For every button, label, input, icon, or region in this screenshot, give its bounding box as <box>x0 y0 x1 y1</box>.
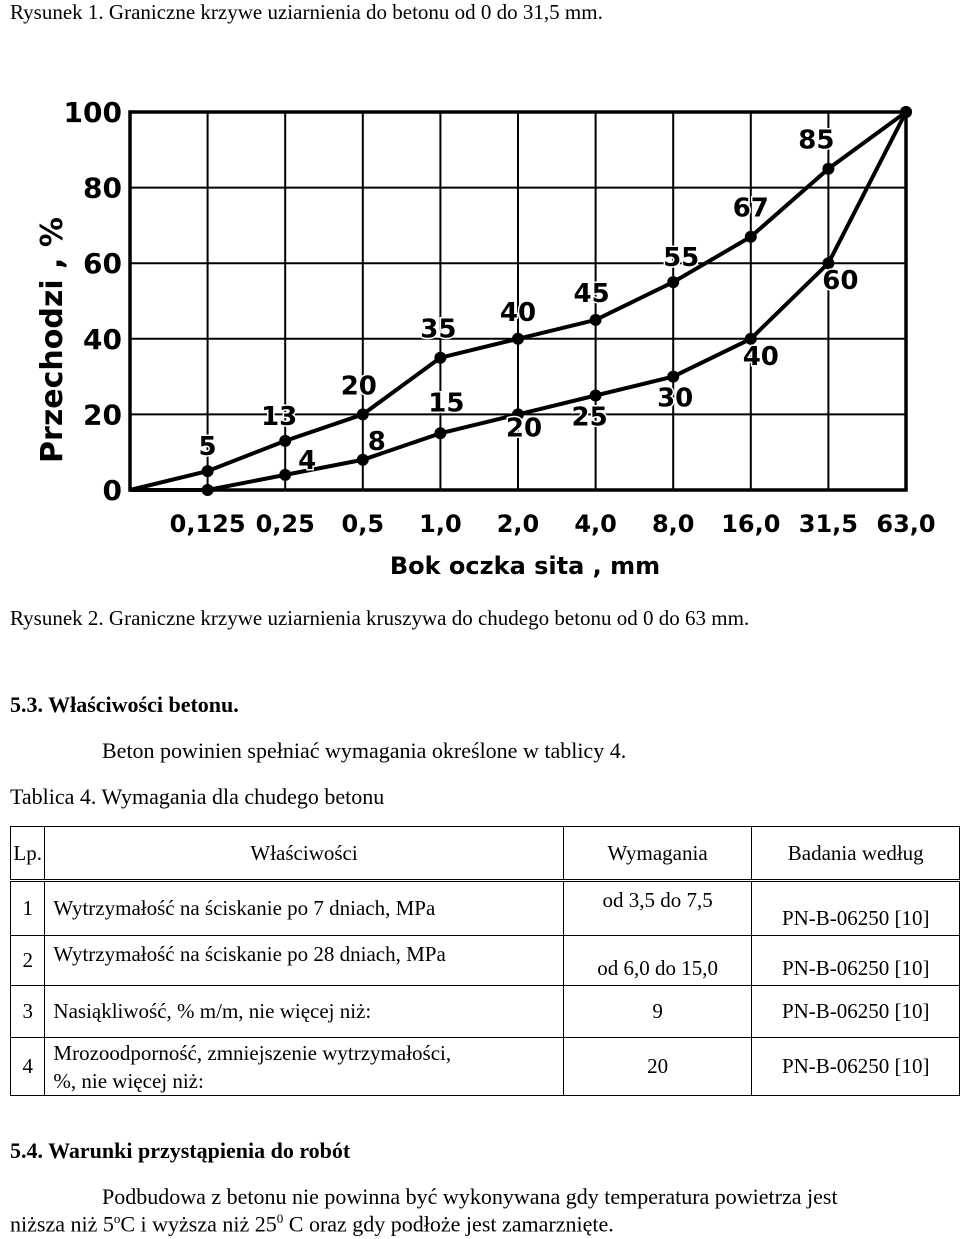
data-label: 8 <box>367 426 386 457</box>
row-requirement: 9 <box>563 986 752 1038</box>
y-tick-label: 40 <box>83 322 122 356</box>
data-point <box>279 469 291 481</box>
para-text: niższa niż 5 <box>10 1211 114 1237</box>
data-label: 13 <box>261 401 298 432</box>
section-53-intro: Beton powinien spełniać wymagania określone w tablicy 4. <box>102 738 627 763</box>
data-label: 20 <box>505 413 543 444</box>
data-label: 40 <box>742 341 779 372</box>
data-point <box>202 484 214 496</box>
table-row <box>11 881 960 936</box>
data-label: 85 <box>798 125 835 156</box>
row-requirement: od 6,0 do 15,0 <box>563 936 752 986</box>
header-properties: Właściwości <box>45 827 563 881</box>
chart-series <box>130 106 912 496</box>
data-point <box>357 408 369 420</box>
row-property-line1: Mrozoodporność, zmniejszenie wytrzymałości, <box>53 1040 452 1065</box>
data-point <box>434 427 446 439</box>
x-tick-label: 0,5 <box>341 510 385 538</box>
table-header-row <box>11 827 960 881</box>
data-label: 55 <box>663 243 700 274</box>
row-standard: PN-B-06250 [10] <box>752 881 960 936</box>
section-53-heading: 5.3. Właściwości betonu. <box>10 692 239 717</box>
data-point <box>512 333 524 345</box>
figure1-caption: Rysunek 1. Graniczne krzywe uziarnienia do betonu od 0 do 31,5 mm. <box>10 0 603 24</box>
y-tick-label: 100 <box>63 96 122 129</box>
x-tick-label: 8,0 <box>651 510 695 538</box>
data-label: 40 <box>499 297 537 328</box>
para-text: C i wyższa niż 25 <box>120 1211 277 1237</box>
x-tick-label: 4,0 <box>574 510 617 538</box>
header-requirements: Wymagania <box>563 827 752 881</box>
x-tick-label: 31,5 <box>798 510 859 538</box>
header-lp: Lp. <box>11 827 45 881</box>
y-tick-label: 80 <box>83 171 122 205</box>
y-tick-label: 60 <box>83 247 122 281</box>
x-tick-label: 16,0 <box>721 510 781 538</box>
x-tick-label: 1,0 <box>419 510 462 538</box>
row-number: 4 <box>11 1038 45 1096</box>
superscript-degree: o <box>113 1211 121 1226</box>
data-label: 45 <box>573 278 610 309</box>
row-number: 1 <box>11 881 45 936</box>
row-number: 2 <box>11 936 45 986</box>
grading-curves-chart <box>0 70 960 600</box>
x-tick-label: 0,125 <box>169 510 246 538</box>
data-label: 20 <box>340 371 377 402</box>
superscript-zero: 0 <box>276 1211 284 1226</box>
data-label: 67 <box>732 193 769 224</box>
data-point <box>667 371 679 383</box>
y-tick-labels <box>64 96 122 507</box>
row-requirement: od 3,5 do 7,5 <box>563 881 752 936</box>
x-tick-label: 2,0 <box>496 510 540 538</box>
data-point <box>590 314 602 326</box>
data-point <box>202 465 214 477</box>
section-54-paragraph-line1: Podbudowa z betonu nie powinna być wykonywana gdy temperatura powietrza jest <box>102 1184 838 1209</box>
data-label: 60 <box>822 266 859 297</box>
data-point <box>900 106 912 118</box>
row-number: 3 <box>11 986 45 1038</box>
x-tick-label: 63,0 <box>876 510 936 538</box>
x-axis-label: Bok oczka sita , mm <box>389 552 661 580</box>
table-row <box>11 936 960 986</box>
data-point <box>590 390 602 402</box>
table-row <box>11 1038 960 1096</box>
row-property <box>45 1038 563 1096</box>
row-property: Wytrzymałość na ściskanie po 7 dniach, MPa <box>45 881 563 936</box>
row-property: Nasiąkliwość, % m/m, nie więcej niż: <box>45 986 563 1038</box>
data-label: 5 <box>198 432 217 463</box>
data-point <box>745 231 757 243</box>
x-tick-label: 0,25 <box>255 510 315 538</box>
para-text: C oraz gdy podłoże jest zamarznięte. <box>283 1211 614 1237</box>
figure2-caption: Rysunek 2. Graniczne krzywe uziarnienia kruszywa do chudego betonu od 0 do 63 mm. <box>10 606 750 630</box>
header-standard: Badania według <box>752 827 960 881</box>
row-standard: PN-B-06250 [10] <box>752 936 960 986</box>
y-tick-label: 0 <box>102 474 122 507</box>
row-requirement: 20 <box>563 1038 752 1096</box>
data-label: 25 <box>571 402 608 433</box>
y-tick-label: 20 <box>83 398 122 432</box>
requirements-table <box>10 826 960 1096</box>
table-caption: Tablica 4. Wymagania dla chudego betonu <box>10 784 385 809</box>
y-axis-label: Przechodzi , % <box>35 217 70 463</box>
data-point <box>279 435 291 447</box>
data-point <box>822 163 834 175</box>
data-label: 15 <box>428 388 465 419</box>
row-property-line2: %, nie więcej niż: <box>53 1068 204 1093</box>
data-point <box>434 352 446 364</box>
section-54-heading: 5.4. Warunki przystąpienia do robót <box>10 1138 351 1163</box>
data-label: 4 <box>298 445 317 476</box>
x-tick-labels <box>170 510 936 538</box>
data-point <box>667 276 679 288</box>
table-row <box>11 986 960 1038</box>
section-54-paragraph-line2 <box>10 1211 614 1237</box>
data-label: 35 <box>420 314 457 345</box>
row-standard: PN-B-06250 [10] <box>752 986 960 1038</box>
data-label: 30 <box>657 383 694 414</box>
row-standard: PN-B-06250 [10] <box>752 1038 960 1096</box>
row-property: Wytrzymałość na ściskanie po 28 dniach, MPa <box>45 936 563 986</box>
